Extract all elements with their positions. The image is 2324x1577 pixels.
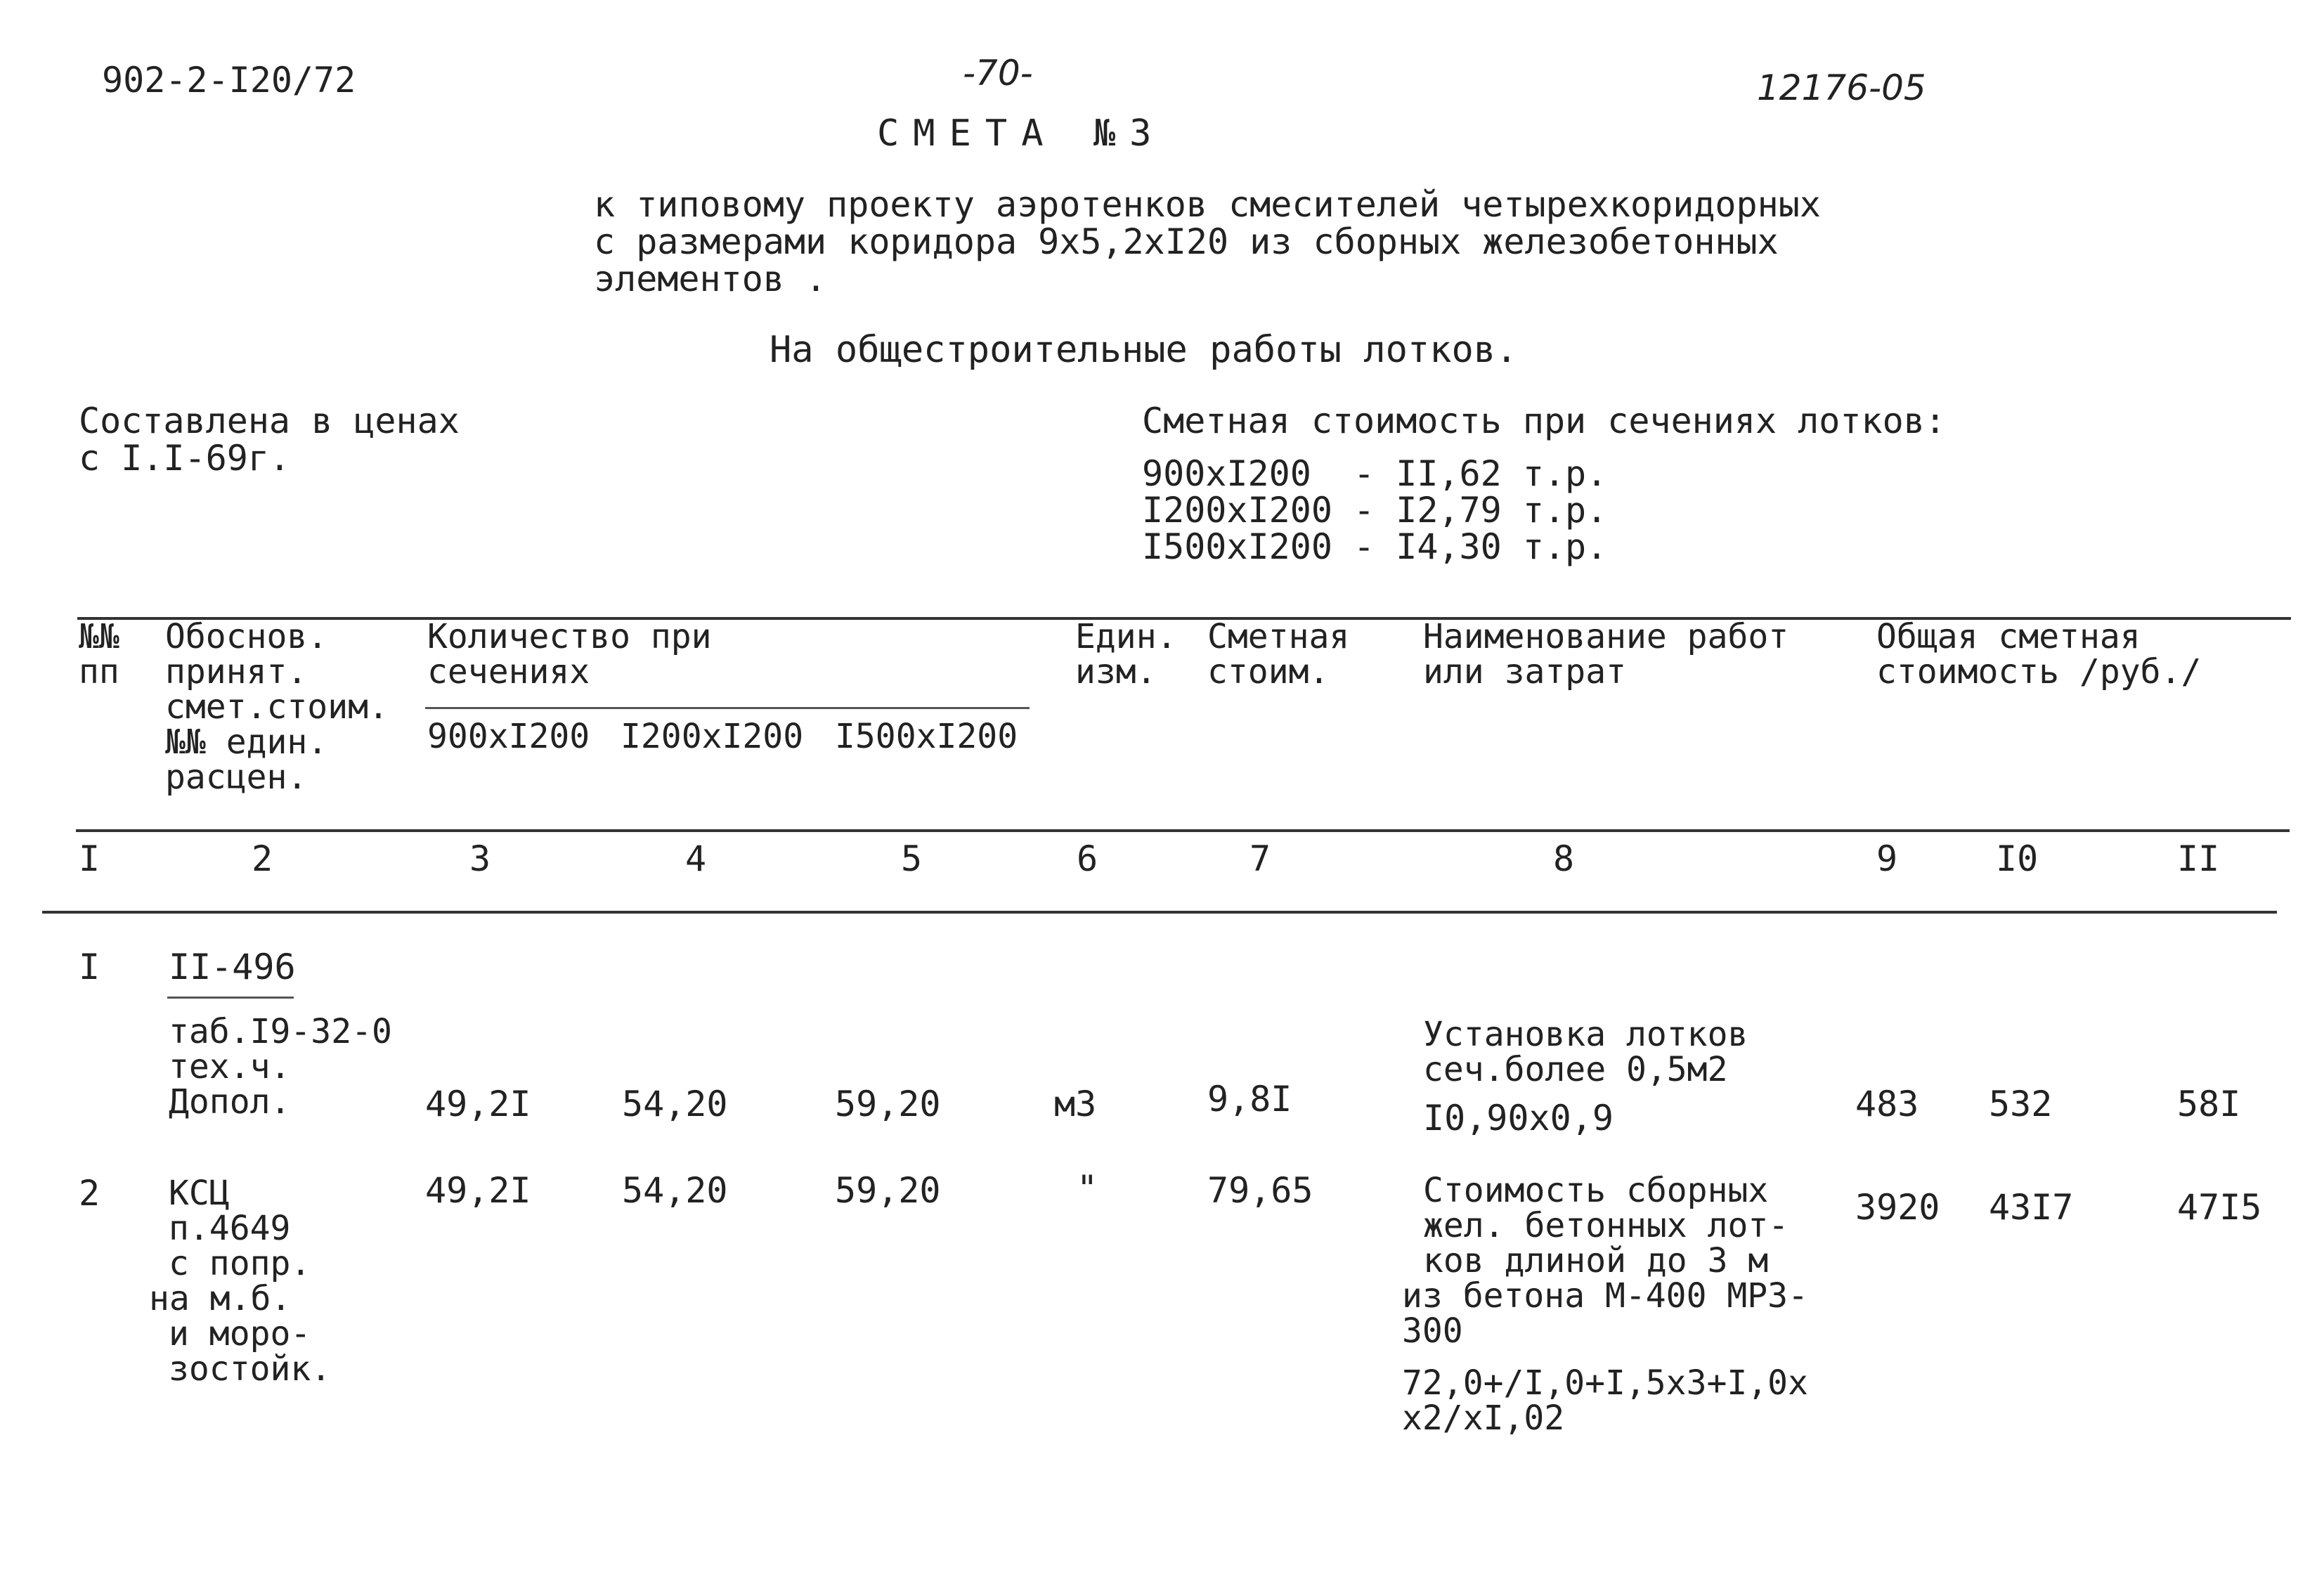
cost-item-1: 900xI200 - II,62 т.р. — [1142, 453, 1608, 494]
row-2-name-5: 300 — [1402, 1311, 1463, 1351]
header-qty-1200: I200xI200 — [621, 717, 804, 756]
col-num-9: 9 — [1876, 838, 1898, 879]
row-1-basis-2: тех.ч. — [169, 1047, 291, 1086]
col-num-11: II — [2177, 838, 2220, 879]
header-qty-1500: I500xI200 — [835, 717, 1018, 756]
row-1-name-3: I0,90x0,9 — [1423, 1098, 1614, 1138]
row-1-basis-3: Допол. — [169, 1082, 291, 1122]
compiled-line-1: Составлена в ценах — [79, 401, 460, 441]
row-2-unit: " — [1077, 1168, 1098, 1209]
col-num-8: 8 — [1553, 838, 1575, 879]
row-1-qty-1200: 54,20 — [622, 1084, 728, 1124]
basis-code-underline — [167, 997, 294, 999]
row-2-basis-1: КСЦ — [169, 1174, 230, 1213]
row-1-num: I — [79, 947, 100, 987]
row-1-total-900: 483 — [1855, 1084, 1919, 1124]
row-1-basis-1: таб.I9-32-0 — [169, 1012, 392, 1051]
col-num-10: I0 — [1996, 838, 2039, 879]
col-num-2: 2 — [252, 838, 273, 879]
col-number-bottom-rule — [42, 911, 2277, 914]
cost-item-2: I200xI200 - I2,79 т.р. — [1142, 490, 1608, 531]
subtitle-line-3: элементов . — [594, 259, 827, 299]
header-bottom-rule — [76, 829, 2290, 832]
quantity-sub-rule — [425, 707, 1030, 709]
row-1-basis-code: II-496 — [169, 947, 296, 987]
row-2-name-4: из бетона М-400 МРЗ- — [1402, 1276, 1808, 1316]
header-qty-900: 900xI200 — [427, 717, 590, 756]
row-1-qty-900: 49,2I — [425, 1084, 531, 1124]
col-num-3: 3 — [469, 838, 491, 879]
col-num-5: 5 — [901, 838, 923, 879]
row-2-basis-2: п.4649 — [169, 1209, 291, 1248]
purpose-line: На общестроительные работы лотков. — [770, 329, 1518, 371]
page-number: -70- — [963, 53, 1033, 93]
row-1-total-1200: 532 — [1989, 1084, 2053, 1124]
row-2-name-6: 72,0+/I,0+I,5x3+I,0x — [1402, 1363, 1808, 1403]
row-2-basis-4: на м.б. — [149, 1279, 292, 1318]
row-2-total-1200: 43I7 — [1989, 1187, 2074, 1228]
row-2-qty-1200: 54,20 — [622, 1170, 728, 1211]
row-2-basis-5: и моро- — [169, 1314, 311, 1354]
col-num-7: 7 — [1249, 838, 1271, 879]
row-2-name-3: ков длиной до 3 м — [1423, 1241, 1769, 1280]
row-2-basis-6: зостойк. — [169, 1349, 332, 1389]
row-2-qty-900: 49,2I — [425, 1170, 531, 1211]
row-2-total-900: 3920 — [1855, 1187, 1940, 1228]
col-num-1: I — [79, 838, 100, 879]
cost-item-3: I500xI200 - I4,30 т.р. — [1142, 526, 1608, 567]
cost-heading: Сметная стоимость при сечениях лотков: — [1142, 401, 1946, 441]
row-1-price: 9,8I — [1207, 1079, 1292, 1120]
row-1-qty-1500: 59,20 — [835, 1084, 941, 1124]
col-num-6: 6 — [1077, 838, 1098, 879]
row-1-name-2: сеч.более 0,5м2 — [1423, 1050, 1728, 1089]
row-2-price: 79,65 — [1207, 1170, 1313, 1211]
row-2-num: 2 — [79, 1173, 100, 1214]
row-2-total-1500: 47I5 — [2177, 1187, 2262, 1228]
archive-number: 12176-05 — [1757, 67, 1926, 108]
compiled-line-2: с I.I-69г. — [79, 438, 291, 479]
subtitle-line-2: с размерами коридора 9x5,2xI20 из сборных железобетонных — [594, 221, 1779, 262]
row-2-name-1: Стоимость сборных — [1423, 1171, 1769, 1210]
row-1-name-1: Установка лотков — [1423, 1015, 1748, 1054]
row-2-name-7: x2/xI,02 — [1402, 1398, 1565, 1438]
col-num-4: 4 — [685, 838, 707, 879]
document-title: СМЕТА №3 — [877, 112, 1166, 155]
row-2-name-2: жел. бетонных лот- — [1423, 1206, 1789, 1245]
subtitle-line-1: к типовому проекту аэротенков смесителей четырехкоридорных — [594, 184, 1821, 225]
row-1-unit: м3 — [1054, 1084, 1097, 1124]
document-number: 902-2-I20/72 — [102, 60, 356, 100]
row-2-basis-3: с попр. — [169, 1244, 311, 1283]
row-1-total-1500: 58I — [2177, 1084, 2241, 1124]
row-2-qty-1500: 59,20 — [835, 1170, 941, 1211]
